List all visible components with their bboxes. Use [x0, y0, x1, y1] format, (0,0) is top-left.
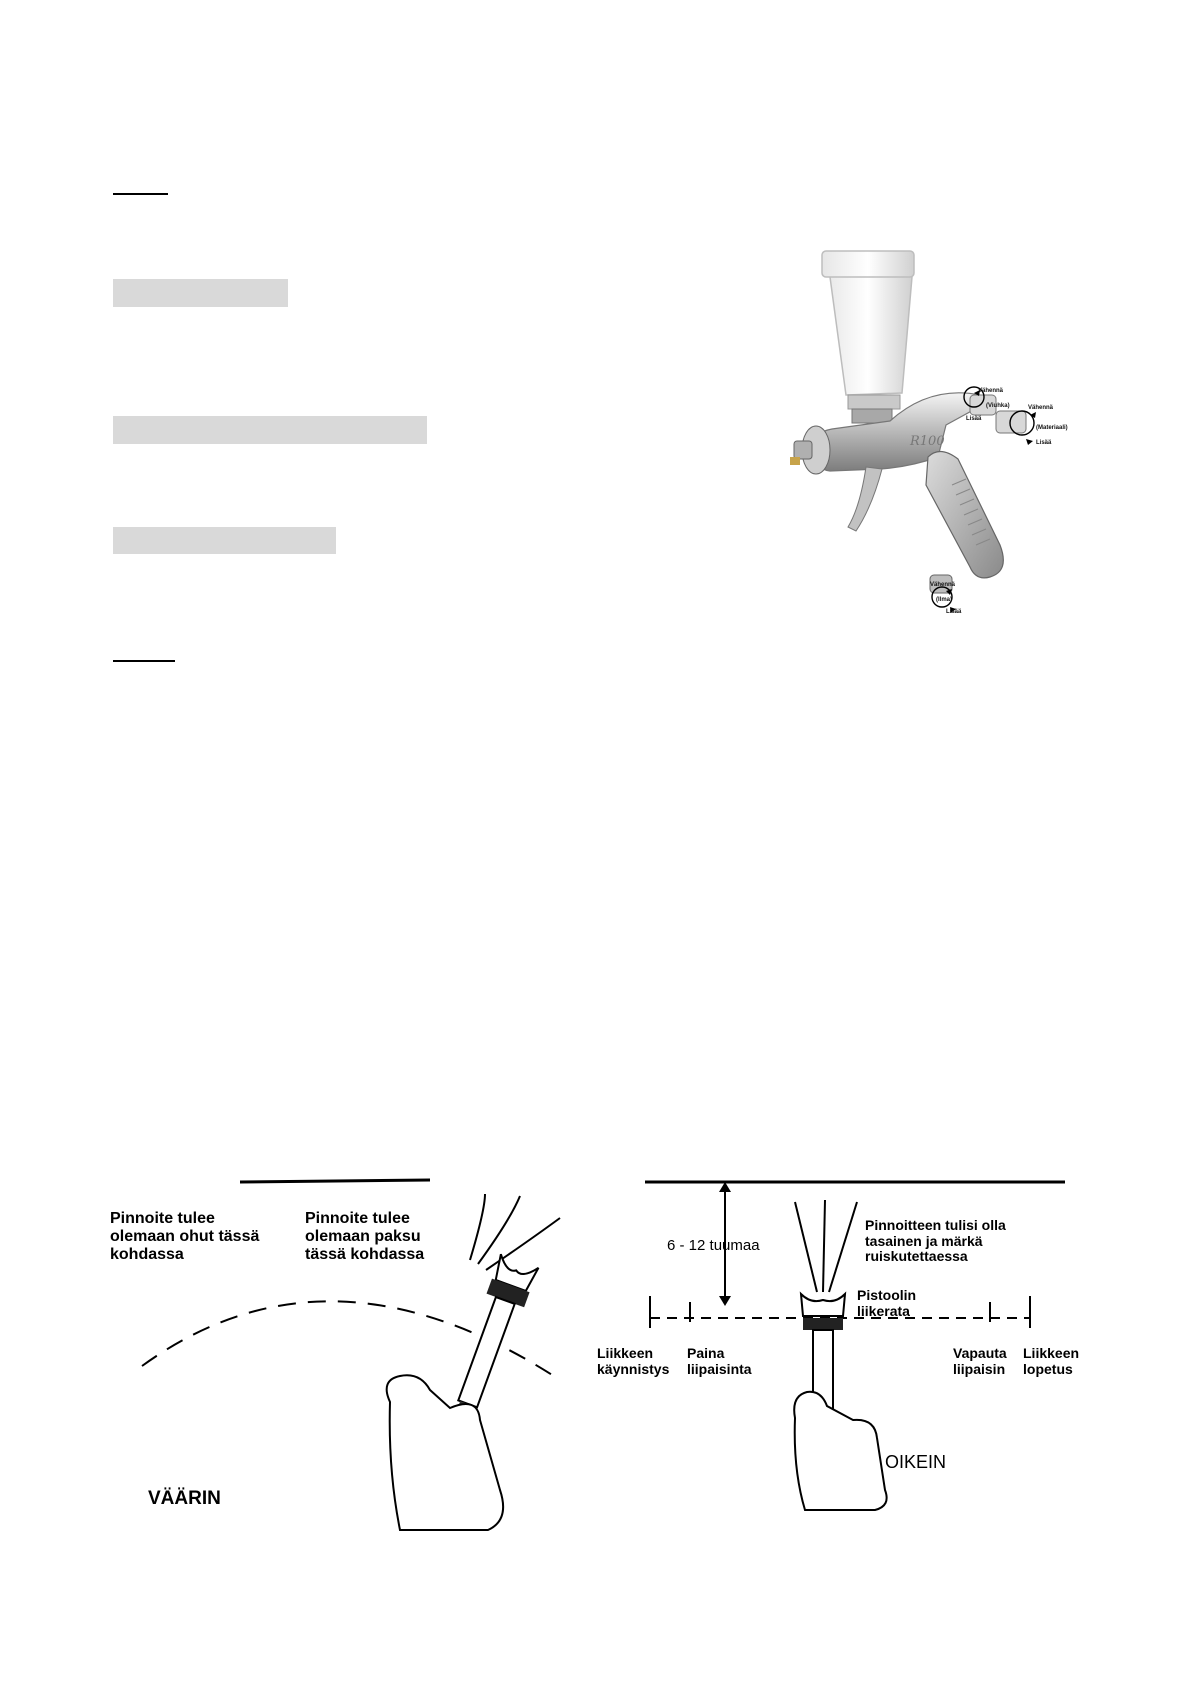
- right-technique-figure: [595, 1170, 1085, 1510]
- material-name-label: (Materiaali): [1036, 425, 1068, 431]
- material-increase-label: Lisää: [1036, 440, 1052, 446]
- thin-coat-label: Pinnoite tulee olemaan ohut tässä kohdassa: [110, 1210, 260, 1263]
- air-name-label: (Ilma): [936, 597, 953, 603]
- gun-path-label: Pistoolin liikerata: [857, 1287, 917, 1319]
- start-motion-label: Liikkeen käynnistys: [597, 1345, 670, 1377]
- heading-underline-1: [113, 193, 168, 195]
- heading-underline-2: [113, 660, 175, 662]
- wrong-technique-figure: [100, 1170, 580, 1530]
- right-verdict-label: OIKEIN: [885, 1452, 947, 1472]
- wrong-verdict-label: VÄÄRIN: [148, 1488, 221, 1509]
- end-motion-label: Liikkeen lopetus: [1023, 1345, 1080, 1377]
- air-increase-label: Lisää: [946, 609, 962, 615]
- material-decrease-label: Vähennä: [1028, 405, 1054, 411]
- spray-gun-drawing: [790, 245, 1090, 625]
- fan-decrease-label: Vähennä: [978, 388, 1004, 394]
- highlight-bar-1: [113, 279, 288, 307]
- distance-label: 6 - 12 tuumaa: [667, 1237, 760, 1254]
- highlight-bar-2: [113, 416, 427, 444]
- thick-coat-label: Pinnoite tulee olemaan paksu tässä kohdassa: [305, 1210, 425, 1263]
- spray-gun-illustration: [790, 245, 1090, 625]
- highlight-bar-3: [113, 527, 336, 554]
- release-trigger-label: Vapauta liipaisin: [953, 1345, 1007, 1377]
- air-decrease-label: Vähennä: [930, 582, 956, 588]
- brand-mark: R100: [910, 434, 945, 449]
- fan-increase-label: Lisää: [966, 416, 982, 422]
- press-trigger-label: Paina liipaisinta: [687, 1345, 752, 1377]
- fan-name-label: (Viuhka): [986, 403, 1010, 409]
- even-coat-label: Pinnoitteen tulisi olla tasainen ja märkä ruiskutettaessa: [865, 1217, 1006, 1265]
